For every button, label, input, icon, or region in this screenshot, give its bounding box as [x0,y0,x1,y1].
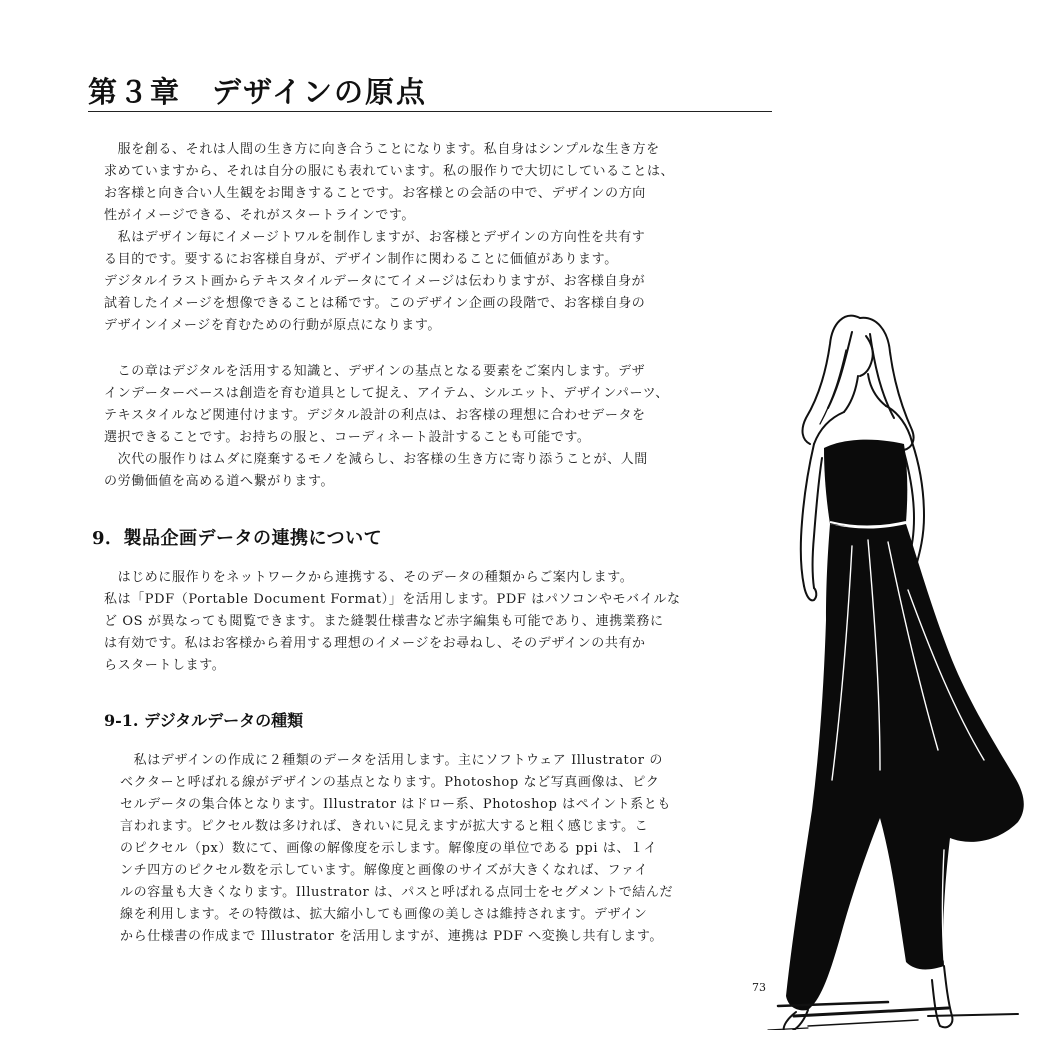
text-line: ベクターと呼ばれる線がデザインの基点となります。Photoshop など写真画像は、ピク [120,775,660,790]
text-line: ど OS が異なっても閲覧できます。また縫製仕様書など赤字編集も可能であり、連携業務に [104,614,664,629]
text-line: らスタートします。 [104,658,226,673]
text-line: デザインイメージを育むための行動が原点になります。 [104,318,442,333]
text-line: 求めていますから、それは自分の服にも表れています。私の服作りで大切にしていることは、 [104,164,675,179]
text-line: ンチ四方のピクセル数を示しています。解像度と画像のサイズが大きくなれば、ファイ [120,863,649,878]
text-line: 試着したイメージを想像できることは稀です。このデザイン企画の段階で、お客様自身の [104,296,646,311]
title-rule [88,111,772,112]
text-line: 選択できることです。お持ちの服と、コーディネート設計することも可能です。 [104,430,591,445]
text-line: 私はデザイン毎にイメージトワルを制作しますが、お客様とデザインの方向性を共有す [104,230,646,245]
gown-skirt [786,524,1024,1010]
section-9-1-heading: 9-1. デジタルデータの種類 [104,711,304,730]
intro-paragraph-2 [104,227,774,337]
leg-right [932,966,952,1027]
text-line: 線を利用します。その特徴は、拡大縮小しても画像の美しさは維持されます。デザイン [120,907,648,922]
section-9-paragraph [104,567,774,677]
text-line: はじめに服作りをネットワークから連携する、そのデータの種類からご案内します。 [104,570,634,585]
text-line: 性がイメージできる、それがスタートラインです。 [104,208,415,223]
text-line: セルデータの集合体となります。Illustrator はドロー系、Photoshop はペイント系とも [120,797,671,812]
gown-bodice [824,440,907,527]
text-line: ルの容量も大きくなります。Illustrator は、パスと呼ばれる点同士をセグメントで結んだ [120,885,674,900]
text-line: の労働価値を高める道へ繋がります。 [104,474,335,489]
section-9-heading: 9．製品企画データの連携について [92,528,383,549]
text-line: から仕様書の作成まで Illustrator を活用しますが、連携は PDF へ変換し共有します。 [120,929,664,944]
text-line: お客様と向き合い人生観をお聞きすることです。お客様との会話の中で、デザインの方向 [104,186,646,201]
intro-paragraph-3 [104,361,774,493]
text-line: デジタルイラスト画からテキスタイルデータにてイメージは伝わりますが、お客様自身が [104,274,646,289]
intro-paragraph-1 [104,139,774,227]
text-line: テキスタイルなど関連付けます。デジタル設計の利点は、お客様の理想に合わせデータを [104,408,646,423]
text-line: 次代の服作りはムダに廃棄するモノを減らし、お客様の生き方に寄り添うことが、人間 [104,452,648,467]
text-line: 服を創る、それは人間の生き方に向き合うことになります。私自身はシンプルな生き方を [104,142,660,157]
text-line: る目的です。要するにお客様自身が、デザイン制作に関わることに価値があります。 [104,252,618,267]
text-line: 私はデザインの作成に２種類のデータを活用します。主にソフトウェア Illustrator の [120,753,663,768]
fashion-illustration [748,290,1038,1030]
text-line: 私は「PDF（Portable Document Format）」を活用します。PDF はパソコンやモバイルな [104,592,681,607]
page-number: 73 [752,981,766,994]
text-line: 言われます。ピクセル数は多ければ、きれいに見えますが拡大すると粗く感じます。こ [120,819,649,834]
text-line: この章はデジタルを活用する知識と、デザインの基点となる要素をご案内します。デザ [104,364,646,379]
text-line: インデーターベースは創造を育む道具として捉え、アイテム、シルエット、デザインパーツ、 [104,386,669,401]
section-9-1-paragraph [120,750,775,948]
chapter-title: 第３章 デザインの原点 [88,75,427,109]
text-line: のピクセル（px）数にて、画像の解像度を示します。解像度の単位である ppi は、１イ [120,841,658,856]
text-line: は有効です。私はお客様から着用する理想のイメージをお尋ねし、そのデザインの共有か [104,636,646,651]
leg-left [784,1010,808,1030]
